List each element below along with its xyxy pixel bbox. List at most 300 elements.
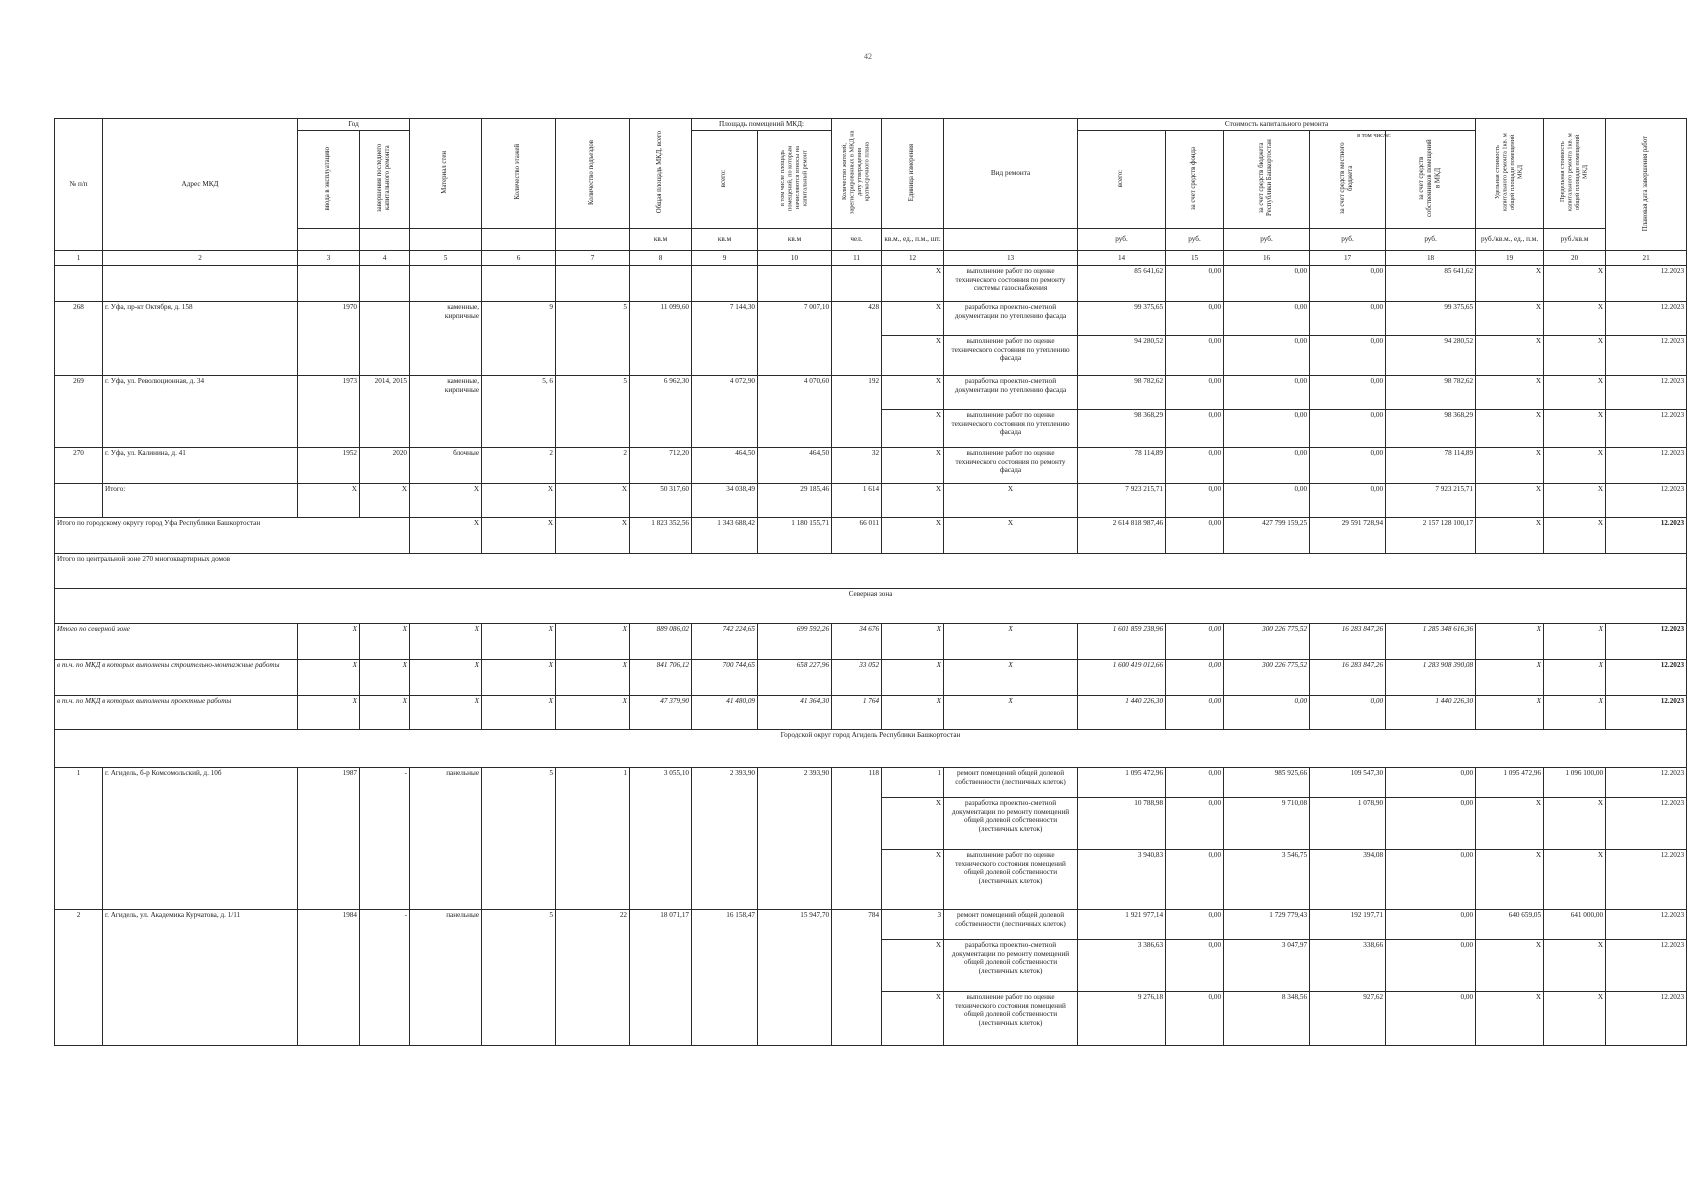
- table-cell: 5: [482, 768, 556, 910]
- table-cell: 927,62: [1310, 992, 1386, 1046]
- table-cell: 1 095 472,96: [1476, 768, 1544, 798]
- table-cell: 0,00: [1166, 660, 1224, 696]
- unit-rub: руб.: [1078, 229, 1166, 251]
- table-cell: 0,00: [1166, 266, 1224, 302]
- table-cell: X: [1544, 660, 1606, 696]
- table-cell: 6 962,30: [630, 376, 692, 448]
- table-cell: X: [1544, 302, 1606, 336]
- table-cell: панельные: [410, 768, 482, 910]
- table-cell: разработка проектно-сметной документации по ремонту помещений общей долевой собственности (лестничных клеток): [944, 940, 1078, 992]
- table-cell: 0,00: [1166, 376, 1224, 410]
- table-cell: каменные, кирпичные: [410, 302, 482, 376]
- table-cell: X: [1544, 940, 1606, 992]
- table-cell: X: [298, 696, 360, 730]
- table-cell: 1 095 472,96: [1078, 768, 1166, 798]
- hdr-residents: Количество жителей, зарегистрированных в МКД на дату утверждения краткосрочного плана: [841, 130, 872, 214]
- table-cell: разработка проектно-сметной документации по утеплению фасада: [944, 376, 1078, 410]
- table-cell: 1 823 352,56: [630, 518, 692, 554]
- table-cell: 1 600 419 012,66: [1078, 660, 1166, 696]
- table-cell: 12: [882, 251, 944, 266]
- table-cell: X: [1544, 798, 1606, 850]
- table-cell: X: [1476, 448, 1544, 484]
- table-cell: 5, 6: [482, 376, 556, 448]
- table-row: [55, 768, 1687, 798]
- table-cell: панельные: [410, 910, 482, 1046]
- table-cell: X: [882, 624, 944, 660]
- unit-rub-2: руб.: [1166, 229, 1224, 251]
- table-cell: 784: [832, 910, 882, 1046]
- table-cell: 8 348,56: [1224, 992, 1310, 1046]
- table-cell: 12.2023: [1606, 302, 1687, 336]
- table-cell: 0,00: [1224, 484, 1310, 518]
- table-cell: 12.2023: [1606, 266, 1687, 302]
- table-cell: 98 368,29: [1078, 410, 1166, 448]
- table-cell: 2020: [360, 448, 410, 484]
- table-cell: Северная зона: [55, 589, 1687, 624]
- table-cell: 9 276,18: [1078, 992, 1166, 1046]
- table-cell: X: [1544, 696, 1606, 730]
- table-cell: в т.ч. по МКД в которых выполнены проектные работы: [55, 696, 298, 730]
- north-zone-heading: [55, 589, 1687, 624]
- table-cell: 12.2023: [1606, 940, 1687, 992]
- table-cell: 5: [410, 251, 482, 266]
- table-cell: 464,50: [692, 448, 758, 484]
- table-cell: Итого:: [103, 484, 298, 518]
- table-cell: 742 224,65: [692, 624, 758, 660]
- table-row: [55, 302, 1687, 336]
- table-cell: 1 180 155,71: [758, 518, 832, 554]
- table-cell: г. Уфа, ул. Калинина, д. 41: [103, 448, 298, 484]
- table-cell: 0,00: [1224, 336, 1310, 376]
- table-cell: -: [360, 768, 410, 910]
- hdr-premises-total: всего:: [720, 169, 728, 187]
- table-cell: X: [1476, 696, 1544, 730]
- table-cell: 5: [556, 302, 630, 376]
- unit-rub-kv: руб./кв.м., ед., п.м.: [1476, 229, 1544, 251]
- table-row: [55, 448, 1687, 484]
- table-cell: 0,00: [1310, 266, 1386, 302]
- table-cell: 0,00: [1166, 624, 1224, 660]
- table-cell: X: [482, 518, 556, 554]
- table-cell: X: [482, 660, 556, 696]
- table-cell: X: [882, 376, 944, 410]
- table-cell: 1984: [298, 910, 360, 1046]
- table-cell: X: [410, 660, 482, 696]
- table-cell: 1 440 226,30: [1386, 696, 1476, 730]
- unit-chel: чел.: [832, 229, 882, 251]
- table-cell: -: [360, 910, 410, 1046]
- table-cell: выполнение работ по оценке технического состояния помещений общей долевой собственности (лестничных клеток): [944, 992, 1078, 1046]
- table-cell: X: [882, 992, 944, 1046]
- table-cell: 2 614 818 987,46: [1078, 518, 1166, 554]
- table-cell: 7 923 215,71: [1386, 484, 1476, 518]
- table-cell: 3: [882, 910, 944, 940]
- table-cell: г. Агидель, ул. Академика Курчатова, д. 1/11: [103, 910, 298, 1046]
- table-cell: 94 280,52: [1078, 336, 1166, 376]
- table-cell: 1 096 100,00: [1544, 768, 1606, 798]
- table-cell: 2: [556, 448, 630, 484]
- table-cell: 7 144,30: [692, 302, 758, 376]
- hdr-cost-fund: за счет средств фонда: [1190, 146, 1198, 210]
- table-row: [55, 376, 1687, 410]
- table-cell: 0,00: [1166, 484, 1224, 518]
- table-cell: 0,00: [1310, 376, 1386, 410]
- table-cell: X: [482, 624, 556, 660]
- table-cell: 1952: [298, 448, 360, 484]
- hdr-total-area: Общая площадь МКД, всего: [656, 131, 664, 214]
- table-cell: X: [1476, 302, 1544, 336]
- table-cell: разработка проектно-сметной документации по утеплению фасада: [944, 302, 1078, 336]
- table-cell: X: [1476, 624, 1544, 660]
- table-cell: 700 744,65: [692, 660, 758, 696]
- table-cell: X: [944, 484, 1078, 518]
- table-cell: 109 547,30: [1310, 768, 1386, 798]
- table-cell: 9: [692, 251, 758, 266]
- table-cell: 12.2023: [1606, 518, 1687, 554]
- table-cell: 41 480,09: [692, 696, 758, 730]
- table-cell: X: [482, 484, 556, 518]
- table-cell: 889 086,02: [630, 624, 692, 660]
- table-cell: 5: [556, 376, 630, 448]
- table-cell: 640 659,05: [1476, 910, 1544, 940]
- table-cell: 192 197,71: [1310, 910, 1386, 940]
- table-cell: 50 317,60: [630, 484, 692, 518]
- table-cell: 338,66: [1310, 940, 1386, 992]
- page-number: 42: [864, 52, 872, 61]
- table-cell: X: [882, 518, 944, 554]
- table-cell: X: [556, 518, 630, 554]
- table-cell: 0,00: [1310, 484, 1386, 518]
- table-cell: 18 071,17: [630, 910, 692, 1046]
- table-cell: выполнение работ по оценке технического состояния помещений общей долевой собственности (лестничных клеток): [944, 850, 1078, 910]
- table-cell: выполнение работ по оценке технического состояния по утеплению фасада: [944, 336, 1078, 376]
- table-cell: 985 925,66: [1224, 768, 1310, 798]
- hdr-incl: в том числе:: [1357, 132, 1391, 139]
- hdr-work-type: Вид ремонта: [944, 119, 1078, 229]
- table-cell: 78 114,89: [1386, 448, 1476, 484]
- table-cell: X: [410, 696, 482, 730]
- table-cell: выполнение работ по оценке технического состояния по утеплению фасада: [944, 410, 1078, 448]
- table-cell: X: [944, 660, 1078, 696]
- table-cell: X: [882, 940, 944, 992]
- table-cell: 1 440 226,30: [1078, 696, 1166, 730]
- hdr-planned-date: Плановая дата завершения работ: [1641, 135, 1649, 231]
- table-cell: г. Уфа, ул. Революционная, д. 34: [103, 376, 298, 448]
- table-cell: 1: [556, 768, 630, 910]
- table-cell: X: [1544, 992, 1606, 1046]
- table-cell: 0,00: [1166, 302, 1224, 336]
- table-cell: 9 710,08: [1224, 798, 1310, 850]
- table-cell: 29 591 728,94: [1310, 518, 1386, 554]
- capital-repair-plan-table: [54, 118, 1687, 1046]
- table-cell: 1 601 859 238,96: [1078, 624, 1166, 660]
- table-cell: 9: [482, 302, 556, 376]
- table-cell: 12.2023: [1606, 850, 1687, 910]
- agidel-heading: [55, 730, 1687, 768]
- table-cell: 0,00: [1386, 992, 1476, 1046]
- table-cell: г. Агидель, б-р Комсомольский, д. 10б: [103, 768, 298, 910]
- table-cell: блочные: [410, 448, 482, 484]
- table-cell: X: [882, 798, 944, 850]
- table-cell: X: [298, 660, 360, 696]
- hdr-cost-owners: за счет средств собственников помещений в МКД: [1418, 139, 1442, 217]
- table-cell: 0,00: [1166, 850, 1224, 910]
- table-cell: X: [360, 624, 410, 660]
- table-cell: X: [1544, 376, 1606, 410]
- table-cell: 0,00: [1224, 376, 1310, 410]
- table-cell: 34 676: [832, 624, 882, 660]
- table-cell: 41 364,30: [758, 696, 832, 730]
- table-cell: X: [360, 484, 410, 518]
- table-cell: 20: [1544, 251, 1606, 266]
- table-cell: 3 386,63: [1078, 940, 1166, 992]
- table-cell: 0,00: [1386, 910, 1476, 940]
- table-cell: 16 158,47: [692, 910, 758, 1046]
- unit-rub-4: руб.: [1310, 229, 1386, 251]
- table-cell: X: [882, 484, 944, 518]
- table-cell: 12.2023: [1606, 484, 1687, 518]
- table-cell: 10 788,98: [1078, 798, 1166, 850]
- table-cell: 0,00: [1386, 798, 1476, 850]
- table-cell: 98 782,62: [1386, 376, 1476, 410]
- table-cell: X: [360, 696, 410, 730]
- table-cell: X: [1476, 410, 1544, 448]
- table-cell: 1 078,90: [1310, 798, 1386, 850]
- hdr-premises-group: Площадь помещений МКД:: [692, 119, 832, 131]
- table-cell: X: [882, 448, 944, 484]
- table-cell: X: [1476, 992, 1544, 1046]
- table-cell: 78 114,89: [1078, 448, 1166, 484]
- unit-rub-3: руб.: [1224, 229, 1310, 251]
- table-cell: 98 368,29: [1386, 410, 1476, 448]
- table-cell: 3 546,75: [1224, 850, 1310, 910]
- table-cell: 0,00: [1224, 266, 1310, 302]
- hdr-max-cost: Предельная стоимость капитального ремонта 1кв. м общей площади помещений МКД: [1559, 133, 1590, 212]
- table-cell: X: [556, 484, 630, 518]
- table-cell: X: [556, 696, 630, 730]
- table-cell: X: [1476, 798, 1544, 850]
- table-cell: 0,00: [1166, 410, 1224, 448]
- table-cell: 394,08: [1310, 850, 1386, 910]
- table-cell: Итого по городскому округу город Уфа Республики Башкортостан: [55, 518, 410, 554]
- hdr-cost-rb: за счет средств бюджета Республики Башкортостан: [1258, 139, 1274, 217]
- table-cell: 12.2023: [1606, 768, 1687, 798]
- table-cell: каменные, кирпичные: [410, 376, 482, 448]
- table-cell: 12.2023: [1606, 660, 1687, 696]
- hdr-year-repair: завершения последнего капитального ремонта: [376, 144, 392, 213]
- table-cell: 3: [298, 251, 360, 266]
- hdr-unit: Единица измерения: [908, 143, 916, 201]
- table-cell: 13: [944, 251, 1078, 266]
- table-cell: 428: [832, 302, 882, 376]
- total-row-north-smr: [55, 660, 1687, 696]
- table-cell: 0,00: [1386, 850, 1476, 910]
- table-cell: 1 729 779,43: [1224, 910, 1310, 940]
- hdr-entrances: Количество подъездов: [588, 139, 596, 205]
- table-cell: 22: [556, 910, 630, 1046]
- table-cell: 98 782,62: [1078, 376, 1166, 410]
- table-cell: X: [360, 660, 410, 696]
- table-cell: 0,00: [1386, 768, 1476, 798]
- table-cell: 7 923 215,71: [1078, 484, 1166, 518]
- table-cell: X: [882, 336, 944, 376]
- table-cell: 12.2023: [1606, 376, 1687, 410]
- table-cell: X: [410, 518, 482, 554]
- table-cell: 17: [1310, 251, 1386, 266]
- unit-rub-kv-2: руб./кв.м: [1544, 229, 1606, 251]
- table-cell: X: [944, 624, 1078, 660]
- table-cell: X: [944, 696, 1078, 730]
- table-cell: 2: [103, 251, 298, 266]
- table-cell: 841 706,12: [630, 660, 692, 696]
- column-number-row: [55, 251, 1687, 266]
- hdr-cost-group: Стоимость капитального ремонта: [1078, 119, 1476, 131]
- table-cell: в т.ч. по МКД в которых выполнены строительно-монтажные работы: [55, 660, 298, 696]
- table-cell: 0,00: [1166, 696, 1224, 730]
- table-cell: X: [1544, 336, 1606, 376]
- table-cell: X: [298, 624, 360, 660]
- total-row-north: [55, 624, 1687, 660]
- table-cell: 10: [758, 251, 832, 266]
- table-cell: X: [1476, 518, 1544, 554]
- table-cell: 0,00: [1166, 992, 1224, 1046]
- table-cell: 15 947,70: [758, 910, 832, 1046]
- table-cell: 0,00: [1310, 410, 1386, 448]
- table-cell: 2: [482, 448, 556, 484]
- table-cell: 3 047,97: [1224, 940, 1310, 992]
- hdr-unit-cost: Удельная стоимость капитального ремонта 1кв. м общей площади помещений МКД: [1494, 133, 1525, 212]
- table-cell: 0,00: [1166, 940, 1224, 992]
- table-cell: 94 280,52: [1386, 336, 1476, 376]
- hdr-floors: Количество этажей: [514, 144, 522, 200]
- table-cell: 0,00: [1310, 336, 1386, 376]
- table-cell: 1 614: [832, 484, 882, 518]
- table-cell: 12.2023: [1606, 624, 1687, 660]
- table-cell: 0,00: [1224, 410, 1310, 448]
- unit-kvm: кв.м: [630, 229, 692, 251]
- hdr-year-group: Год: [298, 119, 410, 131]
- hdr-year-built: ввода в эксплуатацию: [324, 146, 332, 210]
- table-cell: 0,00: [1166, 336, 1224, 376]
- hdr-wall: Материал стен: [441, 150, 449, 194]
- central-zone-row: [55, 554, 1687, 589]
- table-cell: 12.2023: [1606, 992, 1687, 1046]
- table-cell: 1 283 908 390,08: [1386, 660, 1476, 696]
- table-cell: 12.2023: [1606, 336, 1687, 376]
- table-cell: 0,00: [1166, 518, 1224, 554]
- table-cell: 3 055,10: [630, 768, 692, 910]
- table-cell: X: [1544, 266, 1606, 302]
- total-row-ufa: [55, 518, 1687, 554]
- table-cell: X: [944, 518, 1078, 554]
- table-cell: 1987: [298, 768, 360, 910]
- table-cell: 19: [1476, 251, 1544, 266]
- table-cell: выполнение работ по оценке технического состояния по ремонту фасада: [944, 448, 1078, 484]
- table-cell: [360, 302, 410, 376]
- table-cell: X: [1544, 850, 1606, 910]
- table-cell: 99 375,65: [1386, 302, 1476, 336]
- table-cell: X: [882, 266, 944, 302]
- table-cell: 12.2023: [1606, 798, 1687, 850]
- table-cell: Городской округ город Агидель Республики Башкортостан: [55, 730, 1687, 768]
- table-cell: 0,00: [1224, 696, 1310, 730]
- subtotal-row: [55, 484, 1687, 518]
- table-cell: 6: [482, 251, 556, 266]
- table-cell: Итого по центральной зоне 270 многоквартирных домов: [55, 554, 1687, 589]
- table-cell: 268: [55, 302, 103, 376]
- table-cell: 118: [832, 768, 882, 910]
- table-cell: 18: [1386, 251, 1476, 266]
- table-cell: 15: [1166, 251, 1224, 266]
- table-cell: 0,00: [1166, 768, 1224, 798]
- table-cell: X: [882, 660, 944, 696]
- table-cell: X: [556, 624, 630, 660]
- table-cell: 12.2023: [1606, 696, 1687, 730]
- table-cell: 11 099,60: [630, 302, 692, 376]
- table-cell: 427 799 159,25: [1224, 518, 1310, 554]
- table-cell: 0,00: [1224, 302, 1310, 336]
- table-cell: 0,00: [1166, 448, 1224, 484]
- hdr-no: № п/п: [55, 119, 103, 251]
- table-cell: 300 226 775,52: [1224, 660, 1310, 696]
- table-cell: 16 283 847,26: [1310, 660, 1386, 696]
- table-cell: 270: [55, 448, 103, 484]
- table-cell: 1973: [298, 376, 360, 448]
- table-cell: 0,00: [1166, 798, 1224, 850]
- table-cell: 12.2023: [1606, 910, 1687, 940]
- table-cell: X: [882, 302, 944, 336]
- table-cell: X: [882, 410, 944, 448]
- table-cell: 0,00: [1224, 448, 1310, 484]
- table-cell: 192: [832, 376, 882, 448]
- table-cell: 4: [360, 251, 410, 266]
- table-cell: 7: [556, 251, 630, 266]
- table-cell: 11: [832, 251, 882, 266]
- hdr-address: Адрес МКД: [103, 119, 298, 251]
- table-cell: 85 641,62: [1078, 266, 1166, 302]
- unit-mixed: кв.м., ед., п.м., шт.: [882, 229, 944, 251]
- table-cell: X: [1544, 448, 1606, 484]
- table-cell: X: [1476, 940, 1544, 992]
- table-cell: X: [482, 696, 556, 730]
- table-cell: 3 940,83: [1078, 850, 1166, 910]
- table-cell: 2014, 2015: [360, 376, 410, 448]
- table-cell: 1 285 348 616,36: [1386, 624, 1476, 660]
- table-cell: 14: [1078, 251, 1166, 266]
- table-cell: г. Уфа, пр-кт Октября, д. 158: [103, 302, 298, 376]
- table-cell: 699 592,26: [758, 624, 832, 660]
- hdr-cost-local: за счет средств местного бюджета: [1339, 142, 1355, 214]
- table-cell: 47 379,90: [630, 696, 692, 730]
- table-cell: X: [298, 484, 360, 518]
- table-cell: X: [1476, 376, 1544, 410]
- table-cell: 85 641,62: [1386, 266, 1476, 302]
- table-cell: 8: [630, 251, 692, 266]
- table-cell: 7 007,10: [758, 302, 832, 376]
- table-cell: 0,00: [1310, 696, 1386, 730]
- table-cell: X: [1476, 850, 1544, 910]
- total-row-north-proj: [55, 696, 1687, 730]
- hdr-premises-included: в том числе площадь помещений, по которым начисляются взносы на капитальный ремонт: [779, 145, 810, 211]
- table-cell: X: [882, 850, 944, 910]
- hdr-cost-total: всего:: [1117, 169, 1125, 187]
- table-cell: 21: [1606, 251, 1687, 266]
- table-cell: X: [410, 624, 482, 660]
- table-cell: 0,00: [1386, 940, 1476, 992]
- table-cell: 1 921 977,14: [1078, 910, 1166, 940]
- table-cell: X: [1544, 484, 1606, 518]
- table-cell: 4 072,90: [692, 376, 758, 448]
